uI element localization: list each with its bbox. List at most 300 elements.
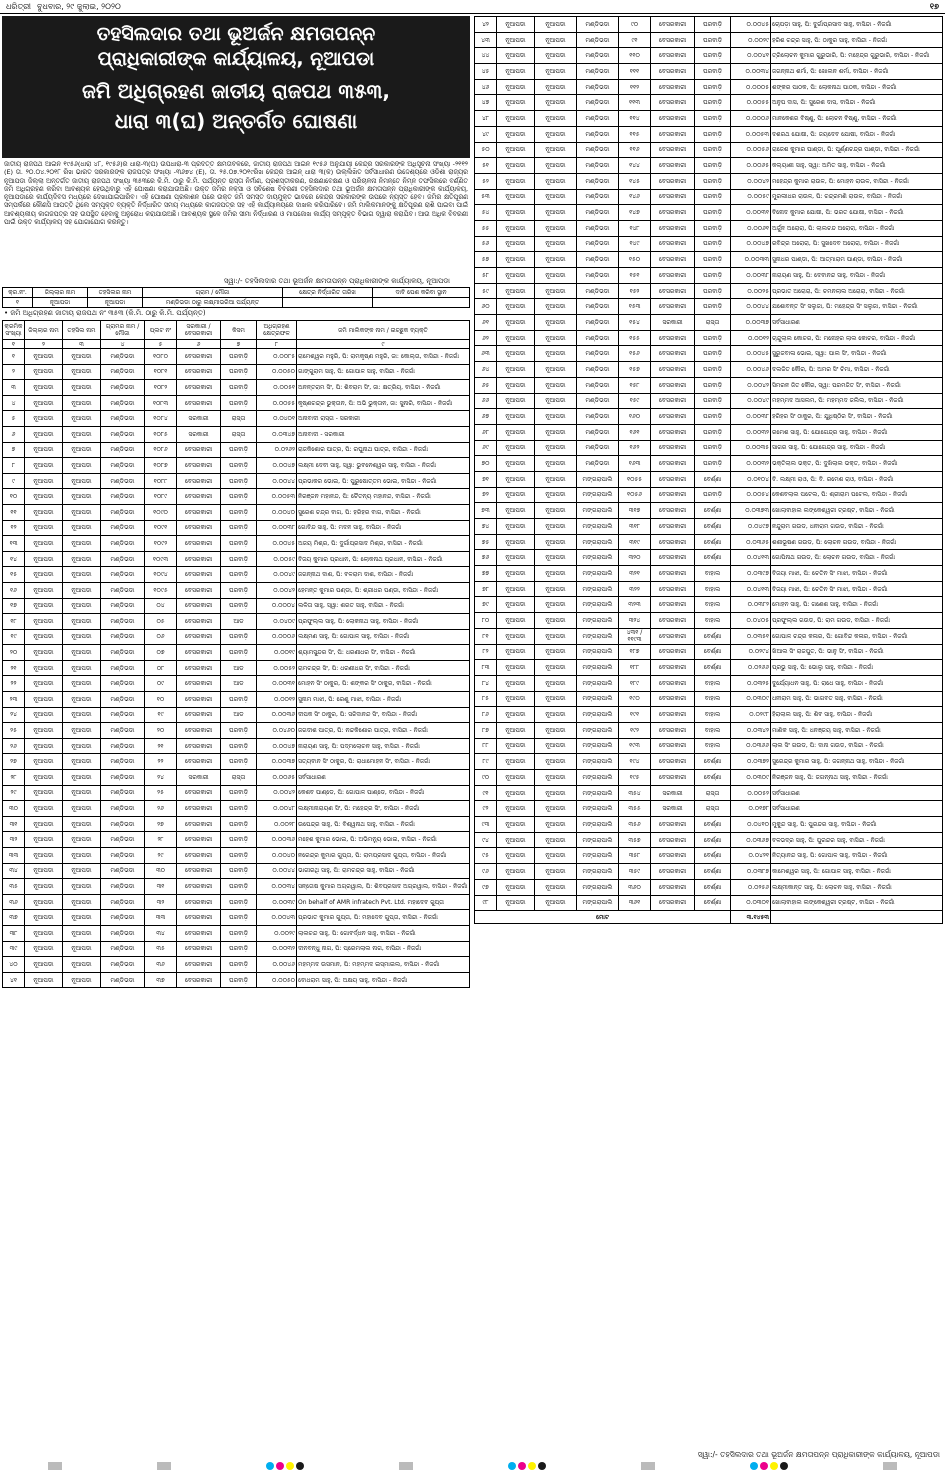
ownership-cell: ବେସରକାରୀ (651, 770, 695, 786)
kisam-cell: ଘରବାଡ଼ି (695, 393, 731, 409)
total-row (475, 911, 943, 924)
serial-cell: ୨ (3, 364, 25, 380)
serial-cell: ୭୬ (475, 550, 497, 566)
village-cell: ମଣ୍ଡିଭଡା (101, 723, 145, 739)
area-cell: ୦.୦୦୫୨ (731, 785, 771, 801)
serial-cell: ୬୨ (475, 330, 497, 346)
right-schedule-table (474, 16, 943, 924)
notice-body: ଜାତୀୟ ରାଜପଥ ଆଇନ ୧୯୫୬(ଧାରା ୪୮, ୧୯୫୬)ର ଧାରା-୩(ଘ) ଉପଧାରା-୩ ପ୍ରଦତ୍ତ କ୍ଷମତାବଳରେ, ଜାତୀୟ ରାଜପଥ ଆଇନ ୧୯୫୬ ଅନୁଯାୟୀ କେନ୍ଦ୍ର ସରକାରଙ୍କ ଅଧିସୂଚନା ସଂଖ୍ୟା -୨୧୧୨ (E) ତା. ୨୦.୦୪.୨୦୧୮ ରିଖ ଭାରତ ସରକାରଙ୍କ ରାଜପତ୍ର ସଂଖ୍ୟା -୩୬୭୪ (E), ତା. ୨୫.୦୭.୨୦୧୯ରିଖ କେନ୍ଦ୍ର ଆଇନ୍ ଧାରା ୩(କ) ଉଲ୍ଲିଖିତ ସର୍ବସାଧାରଣ ଉଦ୍ଦେଶ୍ୟରେ ଓଡିଶା ରାଜ୍ୟର ନୂଆପଡା ଜିଲ୍ଲା ଅନ୍ତର୍ଗତ ଜାତୀୟ ରାଜପଥ ସଂଖ୍ୟା ୩୫୩ରେ କି.ମି. ଠାରୁ କି.ମି. ପର୍ଯ୍ୟନ୍ତ ରାସ୍ତା ନିର୍ମାଣ, ପ୍ରଶସ୍ତୀକରଣ, ରକ୍ଷଣାବେକ୍ଷଣ ଓ ପରିଚାଳନା ନିମନ୍ତେ ନିମ୍ନ ତଫସିଲରେ ବର୍ଣ୍ଣିତ ଜମି ଅଧିଗ୍ରହଣ କରିବା ଆବଶ୍ୟକ ହେଉଥିବାରୁ ଏହି ଘୋଷଣା କରାଯାଉଅଛି। ଉକ୍ତ ଜମିର ନକ୍ସା ଓ ସବିଶେଷ ବିବରଣୀ ତହସିଲଦାର ତଥା ଭୂଅର୍ଜନ କ୍ଷମତାପନ୍ନ ପ୍ରାଧିକାରୀଙ୍କ କାର୍ଯ୍ୟାଳୟ, ନୂଆପଡାରେ କାର୍ଯ୍ୟଦିବସ ମଧ୍ୟରେ ଦେଖାଯାଇପାରିବ। ଏହି ଘୋଷଣା ପ୍ରକାଶନ ପରେ ଉକ୍ତ ଜମି ସମସ୍ତ ଦାୟମୁକ୍ତ ଭାବରେ କେନ୍ଦ୍ର ସରକାରଙ୍କ ଉପରେ ନ୍ୟସ୍ତ ହେବ। ଜମିର କ୍ଷତିପୂରଣ ସମ୍ପର୍କରେ କୌଣସି ଆପତ୍ତି ଥିଲେ ସମ୍ପୃକ୍ତ ବ୍ୟକ୍ତି ନିର୍ଦ୍ଧାରିତ ସମୟ ମଧ୍ୟରେ କାଗଜପତ୍ର ସହ ଏହି କାର୍ଯ୍ୟାଳୟରେ ଦାଖଲ କରିପାରିବେ। ଜମି ମାଲିକମାନଙ୍କୁ କ୍ଷତିପୂରଣ ରାଶି ପାଇବା ପାଇଁ ଆବଶ୍ୟକୀୟ କାଗଜପତ୍ର ସହ ଉପସ୍ଥିତ ହେବାକୁ ଅନୁରୋଧ କରାଯାଉଅଛି। ଆବଶ୍ୟକ ସ୍ଥଳେ ଜମିର ସୀମା ନିର୍ଦ୍ଧାରଣ ଓ ମାପଜୋଖ କାର୍ଯ୍ୟ ସମ୍ପୃକ୍ତ ବିଭାଗ ଦ୍ୱାରା କରାଯିବ। ଆଉ ଅଧିକ ବିବରଣୀ ପାଇଁ ଉକ୍ତ କାର୍ଯ୍ୟାଳୟ ସହ ଯୋଗାଯୋଗ କରନ୍ତୁ। (4, 160, 468, 227)
serial-cell: ୯୦ (475, 770, 497, 786)
plot-cell: ୩୧୭ (619, 503, 651, 519)
kisam-cell: ଘରବାଡ଼ି (221, 349, 257, 365)
serial-cell: ୯୬ (475, 864, 497, 880)
district-cell: ନୂଆପଡା (497, 283, 535, 299)
district-cell: ନୂଆପଡା (25, 816, 63, 832)
table-row (475, 330, 943, 346)
village-cell: ମଣ୍ଡିଭଡା (101, 676, 145, 692)
ownership-cell: ବେସରକାରୀ (651, 895, 695, 911)
ownership-cell: ବେସରକାରୀ (651, 17, 695, 33)
plot-cell: ୧୦୫୬ (619, 487, 651, 503)
plot-cell: ୨୧ (145, 738, 177, 754)
plot-cell: ୩୨୨ (619, 581, 651, 597)
plot-cell: ୧୫୬ (619, 346, 651, 362)
village-cell: ମଣ୍ଡିଭଡା (101, 349, 145, 365)
ownership-cell: ବେସରକାରୀ (651, 722, 695, 738)
owner-cell: ଧନୀରାମ ସାହୁ, ପି: ଭାଗବତ ସାହୁ, ବାସିନ୍ଦା - ନିଜଗାଁ (771, 691, 943, 707)
owner-cell: ଅଜୟ ମିଶ୍ର, ପି: ଦୁର୍ଗାପ୍ରସାଦ ମିଶ୍ର, ବାସିନ୍ଦା - ନିଜଗାଁ (297, 536, 470, 552)
kisam-cell: ରାସ୍ତା (221, 411, 257, 427)
village-cell: ମଣ୍ଡିଭଡା (101, 489, 145, 505)
area-cell: ୦.୦୦୪୩ (257, 910, 297, 926)
table-row (3, 723, 470, 739)
owner-cell: ଲାଲଚନ୍ଦ ସାହୁ, ପି: ଗୋବର୍ଦ୍ଧନ ସାହୁ, ବାସିନ୍ଦା - ନିଜଗାଁ (297, 925, 470, 941)
table-row (475, 456, 943, 472)
table-row (3, 364, 470, 380)
area-cell: ୦.୦୪୦୧ (257, 411, 297, 427)
owner-cell: ଗାଙ୍ଗୁରାମ ସାହୁ, ପି: ଗୋପାଳ ସାହୁ, ବାସିନ୍ଦା - ନିଜଗାଁ (297, 364, 470, 380)
serial-cell: ୫୨ (475, 173, 497, 189)
owner-cell: ଗୋପିନାଥ ଗଉଡ, ପି: ଲୋଚନ ଗଉଡ, ବାସିନ୍ଦା - ନିଜଗାଁ (771, 550, 943, 566)
village-cell: ମଙ୍ଗରାପାଲି (577, 722, 619, 738)
plot-cell: ୯୦ (619, 17, 651, 33)
area-cell: ୦.୦୦୩୧ (731, 205, 771, 221)
area-cell: ୦.୦୩୬୭ (731, 832, 771, 848)
area-cell: ୦.୦୩୬୬ (731, 738, 771, 754)
owner-cell: ବିଜୟ କୁମାର ପ୍ରଧାନ, ପି: ଲୋକନାଥ ପ୍ରଧାନ, ବାସିନ୍ଦା - ନିଜଗାଁ (297, 551, 470, 567)
column-header: ଜମି ମାଲିକଙ୍କ ନାମ / ଇଚ୍ଛୁକ ବ୍ୟକ୍ତି (297, 321, 470, 340)
kisam-cell: ଘରବାଡ଼ି (221, 364, 257, 380)
owner-cell: ଲକ୍ଷ୍ମୀ ଦେବୀ ସାହୁ, ସ୍ୱା: ଭୁବନେଶ୍ୱର ସାହୁ, ବାସିନ୍ଦା - ନିଜଗାଁ (297, 458, 470, 474)
ownership-cell: ବେସରକାରୀ (651, 848, 695, 864)
area-cell: ୦.୦୩୯୭ (731, 566, 771, 582)
village-cell: ମଣ୍ଡିଭଡା (101, 551, 145, 567)
serial-cell: ୮୦ (475, 613, 497, 629)
village-cell: ମଙ୍ଗରାପାଲି (577, 801, 619, 817)
tahasil-cell: ନୂଆପଡା (535, 581, 577, 597)
village-cell: ମଣ୍ଡିଭଡା (577, 330, 619, 346)
owner-cell: ଚୋପଡ଼ା ସାହୁ, ପି: ଦୁର୍ଗାପ୍ରସାଦ ସାହୁ, ବାସିନ୍ଦା - ନିଜଗାଁ (771, 17, 943, 33)
table-row (3, 801, 470, 817)
kisam-cell: ବାହାଲ (695, 722, 731, 738)
owner-cell: ଜଗନ୍ନାଥ ଶର୍ମା, ପି: ଖୋଲନ ଶର୍ମା, ବାସିନ୍ଦା - ନିଜଗାଁ (771, 64, 943, 80)
kisam-cell: ଘରବାଡ଼ି (695, 362, 731, 378)
district-cell: ନୂଆପଡା (25, 832, 63, 848)
tahasil-cell: ନୂଆପଡା (63, 707, 101, 723)
kisam-cell: ଆଡ (221, 676, 257, 692)
area-cell: ୦.୦୪୦୫ (731, 613, 771, 629)
tahasil-cell: ନୂଆପଡା (535, 471, 577, 487)
owner-cell: ଦୁର୍ଯ୍ୟୋଧନ ସାହୁ, ପି: ରାଧେ ସାହୁ, ବାସିନ୍ଦା - ନିଜଗାଁ (771, 675, 943, 691)
owner-cell: ଖୋଲାବାହାଲ ଲଙ୍କେଶ୍ୱରୀ ଟ୍ରଷ୍ଟ, ବାସିନ୍ଦା - ନିଜଗାଁ (771, 895, 943, 911)
summary-cell: ନୂଆପଡା (88, 298, 143, 308)
column-number: ୬ (177, 340, 221, 349)
tahasil-cell: ନୂଆପଡା (535, 377, 577, 393)
area-cell: ୦.୦୪୨୧ (731, 848, 771, 864)
serial-cell: ୪୦ (3, 957, 25, 973)
owner-cell: ଉପେନ୍ଦ୍ର ସାହୁ, ପି: ବିଶ୍ୱନାଥ ସାହୁ, ବାସିନ୍ଦା - ନିଜଗାଁ (297, 816, 470, 832)
village-cell: ମଣ୍ଡିଭଡା (101, 364, 145, 380)
registration-marks-2 (157, 1462, 171, 1470)
owner-cell: ସୁନାମ ମାଝୀ, ପି: ରେଣୁ ମାଝୀ, ବାସିନ୍ଦା - ନିଜଗାଁ (297, 692, 470, 708)
area-cell: ୦.୦୧୦୪ (731, 471, 771, 487)
area-cell: ୦.୦୦୩୨ (731, 424, 771, 440)
plot-cell: ୧୬୩ (619, 456, 651, 472)
district-cell: ନୂଆପଡା (25, 380, 63, 396)
village-cell: ମଣ୍ଡିଭଡା (101, 567, 145, 583)
table-row (475, 754, 943, 770)
village-cell: ମଙ୍ଗରାପାଲି (577, 864, 619, 880)
tahasil-cell: ନୂଆପଡା (535, 550, 577, 566)
plot-cell: ୦୮ (145, 660, 177, 676)
owner-cell: ମହମ୍ମଦ ଉସମାନ, ପି: ମହମ୍ମଦ ଇସ୍ମାଇଲ, ବାସିନ୍ଦା - ନିଜଗାଁ (297, 957, 470, 973)
plot-cell: ୧୫୩ (619, 299, 651, 315)
village-cell: ମଣ୍ଡିଭଡା (577, 111, 619, 127)
area-cell: ୦.୦୦୪୫ (257, 536, 297, 552)
serial-cell: ୩୬ (3, 894, 25, 910)
tahasil-cell: ନୂଆପଡା (535, 252, 577, 268)
table-row (475, 79, 943, 95)
owner-cell: ବିନୋଦ କୁମାର ଯୋଷୀ, ପି: ଭରତ ଯୋଷୀ, ବାସିନ୍ଦା - ନିଜଗାଁ (771, 205, 943, 221)
table-row (475, 738, 943, 754)
column-header: ଅଧିଗ୍ରହଣ କ୍ଷେତ୍ରଫଳ (257, 321, 297, 340)
district-cell: ନୂଆପଡା (25, 458, 63, 474)
kisam-cell: ବେର୍ଣ୍ଣା (695, 628, 731, 644)
owner-cell: ଶ୍ୟାମସୁନ୍ଦର ସିଂ, ପି: ଧରଣୀଧର ସିଂ, ବାସିନ୍ଦା - ନିଜଗାଁ (297, 645, 470, 661)
tahasil-cell: ନୂଆପଡା (535, 675, 577, 691)
area-cell: ୦.୦୦୦୬ (257, 629, 297, 645)
table-row (475, 189, 943, 205)
district-cell: ନୂଆପଡା (497, 111, 535, 127)
kisam-cell: ଘରବାଡ଼ି (695, 456, 731, 472)
village-cell: ମଣ୍ଡିଭଡା (101, 941, 145, 957)
village-cell: ମଣ୍ଡିଭଡା (101, 801, 145, 817)
owner-cell: ଅନାବାଦୀ ରାସ୍ତା - ସରକାରୀ (297, 411, 470, 427)
tahasil-cell: ନୂଆପଡା (63, 458, 101, 474)
serial-cell: ୬୧ (475, 315, 497, 331)
tahasil-cell: ନୂଆପଡା (535, 628, 577, 644)
district-cell: ନୂଆପଡା (25, 536, 63, 552)
plot-cell: ୧୦୮୨ (145, 380, 177, 396)
serial-cell: ୬୭ (475, 409, 497, 425)
serial-cell: ୩୧ (3, 816, 25, 832)
table-row (3, 692, 470, 708)
district-cell: ନୂଆପଡା (25, 676, 63, 692)
ownership-cell: ବେସରକାରୀ (651, 32, 695, 48)
owner-cell: ଅନନ୍ତରାମ ସିଂ, ପି: ଶିବରାମ ସିଂ, ଜା: କ୍ଷତ୍ରିୟ, ବାସିନ୍ଦା - ନିଜଗାଁ (297, 380, 470, 396)
plot-cell: ୧୦୯୫ (145, 582, 177, 598)
table-row (475, 346, 943, 362)
village-cell: ମଣ୍ଡିଭଡା (101, 848, 145, 864)
village-cell: ମଣ୍ଡିଭଡା (101, 504, 145, 520)
serial-cell: ୨୦ (3, 645, 25, 661)
village-cell: ମଣ୍ଡିଭଡା (577, 236, 619, 252)
total-value: ୩.୧୪୫୩ (731, 911, 771, 924)
serial-cell: ୬୪ (475, 362, 497, 378)
village-cell: ମଙ୍ଗରାପାଲି (577, 770, 619, 786)
area-cell: ୦.୦୦୪୫ (731, 17, 771, 33)
district-cell: ନୂଆପଡା (497, 346, 535, 362)
tahasil-cell: ନୂଆପଡା (535, 770, 577, 786)
ownership-cell: ବେସରକାରୀ (177, 832, 221, 848)
village-cell: ମଣ୍ଡିଭଡା (577, 220, 619, 236)
table-row (475, 283, 943, 299)
district-cell: ନୂଆପଡା (497, 220, 535, 236)
serial-cell: ୬୮ (475, 424, 497, 440)
village-cell: ମଣ୍ଡିଭଡା (101, 894, 145, 910)
ownership-cell: ବେସରକାରୀ (177, 567, 221, 583)
table-row (3, 426, 470, 442)
village-cell: ମଙ୍ଗରାପାଲି (577, 832, 619, 848)
ownership-cell: ବେସରକାରୀ (651, 864, 695, 880)
plot-cell: ୧୪୮ (619, 220, 651, 236)
kisam-cell: ଘରବାଡ଼ି (695, 299, 731, 315)
district-cell: ନୂଆପଡା (497, 879, 535, 895)
tahasil-cell: ନୂଆପଡା (535, 142, 577, 158)
district-cell: ନୂଆପଡା (497, 79, 535, 95)
plot-cell: ୧୫୨ (619, 283, 651, 299)
tahasil-cell: ନୂଆପଡା (535, 832, 577, 848)
serial-cell: ୪୧ (3, 972, 25, 988)
tahasil-cell: ନୂଆପଡା (63, 863, 101, 879)
plot-cell: ୧୯୩ (619, 738, 651, 754)
plot-cell: ୧୫୭ (619, 362, 651, 378)
table-row (475, 644, 943, 660)
plot-cell: ୧୫୯ (619, 393, 651, 409)
district-cell: ନୂଆପଡା (497, 722, 535, 738)
owner-cell: ହେମନ୍ତ କୁମାର ପଣ୍ଡା, ପି: ଶ୍ରୀଧର ପଣ୍ଡା, ବାସିନ୍ଦା - ନିଜଗାଁ (297, 582, 470, 598)
area-cell: ୦.୦୩୭୩ (731, 503, 771, 519)
plot-cell: ୯୧ (619, 32, 651, 48)
area-cell: ୦.୦୪୦୯ (257, 614, 297, 630)
village-cell: ମଙ୍ଗରାପାଲି (577, 691, 619, 707)
kisam-cell: ଘରବାଡ଼ି (695, 64, 731, 80)
district-cell: ନୂଆପଡା (497, 519, 535, 535)
village-cell: ମଙ୍ଗରାପାଲି (577, 550, 619, 566)
district-cell: ନୂଆପଡା (25, 692, 63, 708)
area-cell: ୦.୦୦୪୪ (257, 473, 297, 489)
table-row (3, 816, 470, 832)
village-cell: ମଣ୍ଡିଭଡା (101, 879, 145, 895)
tahasil-cell: ନୂଆପଡା (63, 785, 101, 801)
column-header: ଜିଲ୍ଲାର ନାମ (25, 321, 63, 340)
serial-cell: ୬୫ (475, 377, 497, 393)
kisam-cell: ଘରବାଡ଼ି (221, 910, 257, 926)
ownership-cell: ବେସରକାରୀ (651, 346, 695, 362)
serial-cell: ୭୮ (475, 581, 497, 597)
owner-cell: ଲଳିତା ସାହୁ, ସ୍ୱା: ଶରତ ସାହୁ, ବାସିନ୍ଦା - ନିଜଗାଁ (297, 598, 470, 614)
table-row (475, 503, 943, 519)
area-cell: ୦.୦୦୬୫ (731, 158, 771, 174)
district-cell: ନୂଆପଡା (497, 613, 535, 629)
serial-cell: ୮୧ (475, 628, 497, 644)
area-cell: ୦.୦୦୩୭ (731, 315, 771, 331)
plot-cell: ୧୦୮୯ (145, 489, 177, 505)
registration-marks-3 (399, 1462, 413, 1470)
plot-cell: ୧୫୫ (619, 330, 651, 346)
district-cell: ନୂଆପଡା (25, 925, 63, 941)
village-cell: ମଙ୍ଗରାପାଲି (577, 817, 619, 833)
tahasil-cell: ନୂଆପଡା (535, 79, 577, 95)
right-column (474, 16, 943, 1448)
kisam-cell: ଘରବାଡ଼ି (695, 283, 731, 299)
kisam-cell: ଘରବାଡ଼ି (221, 785, 257, 801)
tahasil-cell: ନୂଆପଡା (63, 832, 101, 848)
ownership-cell: ବେସରକାରୀ (177, 879, 221, 895)
village-cell: ମଙ୍ଗରାପାଲି (577, 471, 619, 487)
plot-cell: ୩୨ (145, 894, 177, 910)
plot-cell: ୧୮୮ (619, 660, 651, 676)
ownership-cell: ବେସରକାରୀ (177, 551, 221, 567)
district-cell: ନୂଆପଡା (497, 173, 535, 189)
table-row (3, 925, 470, 941)
district-cell: ନୂଆପଡା (25, 489, 63, 505)
area-cell: ୦.୦୦୫୩ (731, 126, 771, 142)
ownership-cell: ବେସରକାରୀ (177, 645, 221, 661)
tahasil-cell: ନୂଆପଡା (63, 692, 101, 708)
area-cell: ୦.୦୩୨୫ (731, 675, 771, 691)
owner-cell: ରାମେଶ୍ୱର ମହୁରି, ପି: ରାମକୃଷ୍ଣ ମହୁରି, ଜା: କୋଲ୍ତା, ବାସିନ୍ଦା - ନିଜଗାଁ (297, 349, 470, 365)
serial-cell: ୭୭ (475, 566, 497, 582)
kisam-cell: ଘରବାଡ଼ି (695, 330, 731, 346)
village-cell: ମଣ୍ଡିଭଡା (577, 409, 619, 425)
signature-bottom: ସ୍ୱା:/- ତହସିଲଦାର ତଥା ଭୂଅର୍ଜନ କ୍ଷମତାପନ୍ନ ପ୍ରାଧିକାରୀଙ୍କ କାର୍ଯ୍ୟାଳୟ, ନୂଆପଡା (697, 1450, 940, 1459)
owner-cell: ଅର୍ଜୁନ ଅରୋରା, ପି: ଲାଲଚନ୍ଦ ଅରୋରା, ବାସିନ୍ଦା - ନିଜଗାଁ (771, 220, 943, 236)
plot-cell: ୧୧୫ (619, 126, 651, 142)
area-cell: ୦.୦୦୬୫ (257, 770, 297, 786)
registration-marks-4 (641, 1462, 655, 1470)
area-cell: ୦.୦୦୦୬ (731, 111, 771, 127)
village-cell: ମଣ୍ଡିଭଡା (101, 582, 145, 598)
summary-header-cell: କ୍ର.ନଂ. (3, 288, 33, 298)
district-cell: ନୂଆପଡା (25, 770, 63, 786)
serial-cell: ୬୯ (475, 440, 497, 456)
tahasil-cell: ନୂଆପଡା (63, 614, 101, 630)
kisam-cell: ବେର୍ଣ୍ଣା (695, 754, 731, 770)
summary-table (2, 287, 470, 308)
plot-cell: ୧୦୯୨ (145, 536, 177, 552)
table-row (475, 142, 943, 158)
owner-cell: ଲକ୍ଷ୍ମୀକାନ୍ତ ସାହୁ, ପି: ଲୋଚନ ସାହୁ, ବାସିନ୍ଦା - ନିଜଗାଁ (771, 879, 943, 895)
ownership-cell: ବେସରକାରୀ (651, 707, 695, 723)
cmyk-swatch-2 (508, 1462, 546, 1470)
serial-cell: ୯୨ (475, 801, 497, 817)
tahasil-cell: ନୂଆପଡା (63, 395, 101, 411)
area-cell: ୦.୦୨୫୬ (731, 879, 771, 895)
owner-cell: ଭାଗୀରଥି ସାହୁ, ପି: ରାମଚନ୍ଦ୍ର ସାହୁ, ବାସିନ୍ଦା - ନିଜଗାଁ (297, 863, 470, 879)
village-cell: ମଣ୍ଡିଭଡା (101, 645, 145, 661)
kisam-cell: ଘରବାଡ଼ି (221, 972, 257, 988)
owner-cell: ରାମଚନ୍ଦ୍ର ସିଂ, ପି: ଧରଣୀଧର ସିଂ, ବାସିନ୍ଦା - ନିଜଗାଁ (297, 660, 470, 676)
column-number: ୪ (101, 340, 145, 349)
tahasil-cell: ନୂଆପଡା (535, 126, 577, 142)
serial-cell: ୫୯ (475, 283, 497, 299)
serial-cell: ୭୯ (475, 597, 497, 613)
serial-cell: ୯୪ (475, 832, 497, 848)
kisam-cell: ରାସ୍ତା (695, 785, 731, 801)
owner-cell: କାମେଶ୍ୱର ସାହୁ, ପି: ଗୋପାଳ ସାହୁ, ବାସିନ୍ଦା - ନିଜଗାଁ (771, 864, 943, 880)
tahasil-cell: ନୂଆପଡା (535, 503, 577, 519)
ownership-cell: ବେସରକାରୀ (651, 424, 695, 440)
tahasil-cell: ନୂଆପଡା (535, 864, 577, 880)
kisam-cell: ଘରବାଡ଼ି (695, 142, 731, 158)
ownership-cell: ବେସରକାରୀ (651, 173, 695, 189)
plot-cell: ୦୯ (145, 676, 177, 692)
village-cell: ମଣ୍ଡିଭଡା (101, 754, 145, 770)
plot-cell: ୧୯୦ (619, 691, 651, 707)
tahasil-cell: ନୂଆପଡା (63, 504, 101, 520)
tahasil-cell: ନୂଆପଡା (535, 440, 577, 456)
serial-cell: ୨୯ (3, 785, 25, 801)
kisam-cell: ଘରବାଡ଼ି (221, 551, 257, 567)
column-header: ସରକାରୀ / ବେସରକାରୀ (177, 321, 221, 340)
ownership-cell: ବେସରକାରୀ (651, 48, 695, 64)
village-cell: ମଙ୍ଗରାପାଲି (577, 879, 619, 895)
table-row (475, 252, 943, 268)
area-cell: ୦.୦୩୦୧ (731, 895, 771, 911)
owner-cell: ରବିନ୍ଦ୍ର ଅରୋରା, ପି: ସୁଖଦେବ ଅରୋରା, ବାସିନ୍ଦା - ନିଜଗାଁ (771, 236, 943, 252)
ownership-cell: ବେସରକାରୀ (177, 458, 221, 474)
village-cell: ମଙ୍ଗରାପାଲି (577, 660, 619, 676)
ownership-cell: ବେସରକାରୀ (651, 236, 695, 252)
ownership-cell: ବେସରକାରୀ (651, 409, 695, 425)
owner-cell: ନିରଞ୍ଜନ ମହାନନ୍ଦ, ପି: ଚୈତନ୍ୟ ମହାନନ୍ଦ, ବାସିନ୍ଦା - ନିଜଗାଁ (297, 489, 470, 505)
plot-cell: ୧୫୧ (619, 268, 651, 284)
district-cell: ନୂଆପଡା (497, 801, 535, 817)
district-cell: ନୂଆପଡା (25, 504, 63, 520)
serial-cell: ୫୬ (475, 236, 497, 252)
registration-marks-5 (883, 1462, 897, 1470)
village-cell: ମଣ୍ଡିଭଡା (101, 692, 145, 708)
owner-cell: ମୁକୁନ୍ଦ ସାହୁ, ପି: ପୁରନ୍ଦର ସାହୁ, ବାସିନ୍ଦା - ନିଜଗାଁ (771, 817, 943, 833)
tahasil-cell: ନୂଆପଡା (535, 362, 577, 378)
owner-cell: ଲକ୍ଷ୍ମୀନାରାୟଣ ସିଂ, ପି: ମହେନ୍ଦ୍ର ସିଂ, ବାସିନ୍ଦା - ନିଜଗାଁ (297, 801, 470, 817)
plot-cell: ୧୯୪ (619, 754, 651, 770)
ownership-cell: ବେସରକାରୀ (651, 487, 695, 503)
tahasil-cell: ନୂଆପଡା (535, 111, 577, 127)
kisam-cell: ବାହାଲ (695, 597, 731, 613)
tahasil-cell: ନୂଆପଡା (535, 848, 577, 864)
area-cell: ୦.୦୨୯୮ (731, 707, 771, 723)
district-cell: ନୂଆପଡା (497, 644, 535, 660)
tahasil-cell: ନୂଆପଡା (535, 409, 577, 425)
area-cell: ୦.୦୦୪୨ (731, 377, 771, 393)
area-cell: ୦.୦୦୪୪ (731, 299, 771, 315)
tahasil-cell: ନୂଆପଡା (63, 645, 101, 661)
kisam-cell: ବାହାଲ (695, 707, 731, 723)
village-cell: ମଣ୍ଡିଭଡା (101, 380, 145, 396)
tahasil-cell: ନୂଆପଡା (535, 330, 577, 346)
tahasil-cell: ନୂଆପଡା (535, 189, 577, 205)
serial-cell: ୧୨ (3, 520, 25, 536)
table-row (3, 598, 470, 614)
owner-cell: ଶଶୀଭୂଷଣ ଗଉଡ, ପି: ଲୋଚନ ଗଉଡ, ବାସିନ୍ଦା - ନିଜଗାଁ (771, 534, 943, 550)
table-row (3, 894, 470, 910)
summary-cell (373, 298, 470, 308)
area-cell: ୦.୦୦୫୦ (257, 972, 297, 988)
plot-cell: ୩୫୪ (619, 785, 651, 801)
plot-cell: ୧୦୫୫ (619, 471, 651, 487)
ownership-cell: ବେସରକାରୀ (177, 489, 221, 505)
summary-cell: ନୂଆପଡା (33, 298, 88, 308)
ownership-cell: ସରକାରୀ (177, 411, 221, 427)
district-cell: ନୂଆପଡା (25, 957, 63, 973)
page-header (0, 0, 945, 14)
area-cell: ୦.୦୦୫୨ (257, 660, 297, 676)
owner-cell: ତ୍ରିଲୋଚନ କୁମାର ଗୁରୁଭାରି, ପି: ମହେନ୍ଦ୍ର ଗୁରୁଭାରି, ବାସିନ୍ଦା - ନିଜଗାଁ (771, 48, 943, 64)
plot-cell: ୧୮୯ (619, 675, 651, 691)
kisam-cell: ବାହାଲ (695, 691, 731, 707)
ownership-cell: ବେସରକାରୀ (651, 220, 695, 236)
